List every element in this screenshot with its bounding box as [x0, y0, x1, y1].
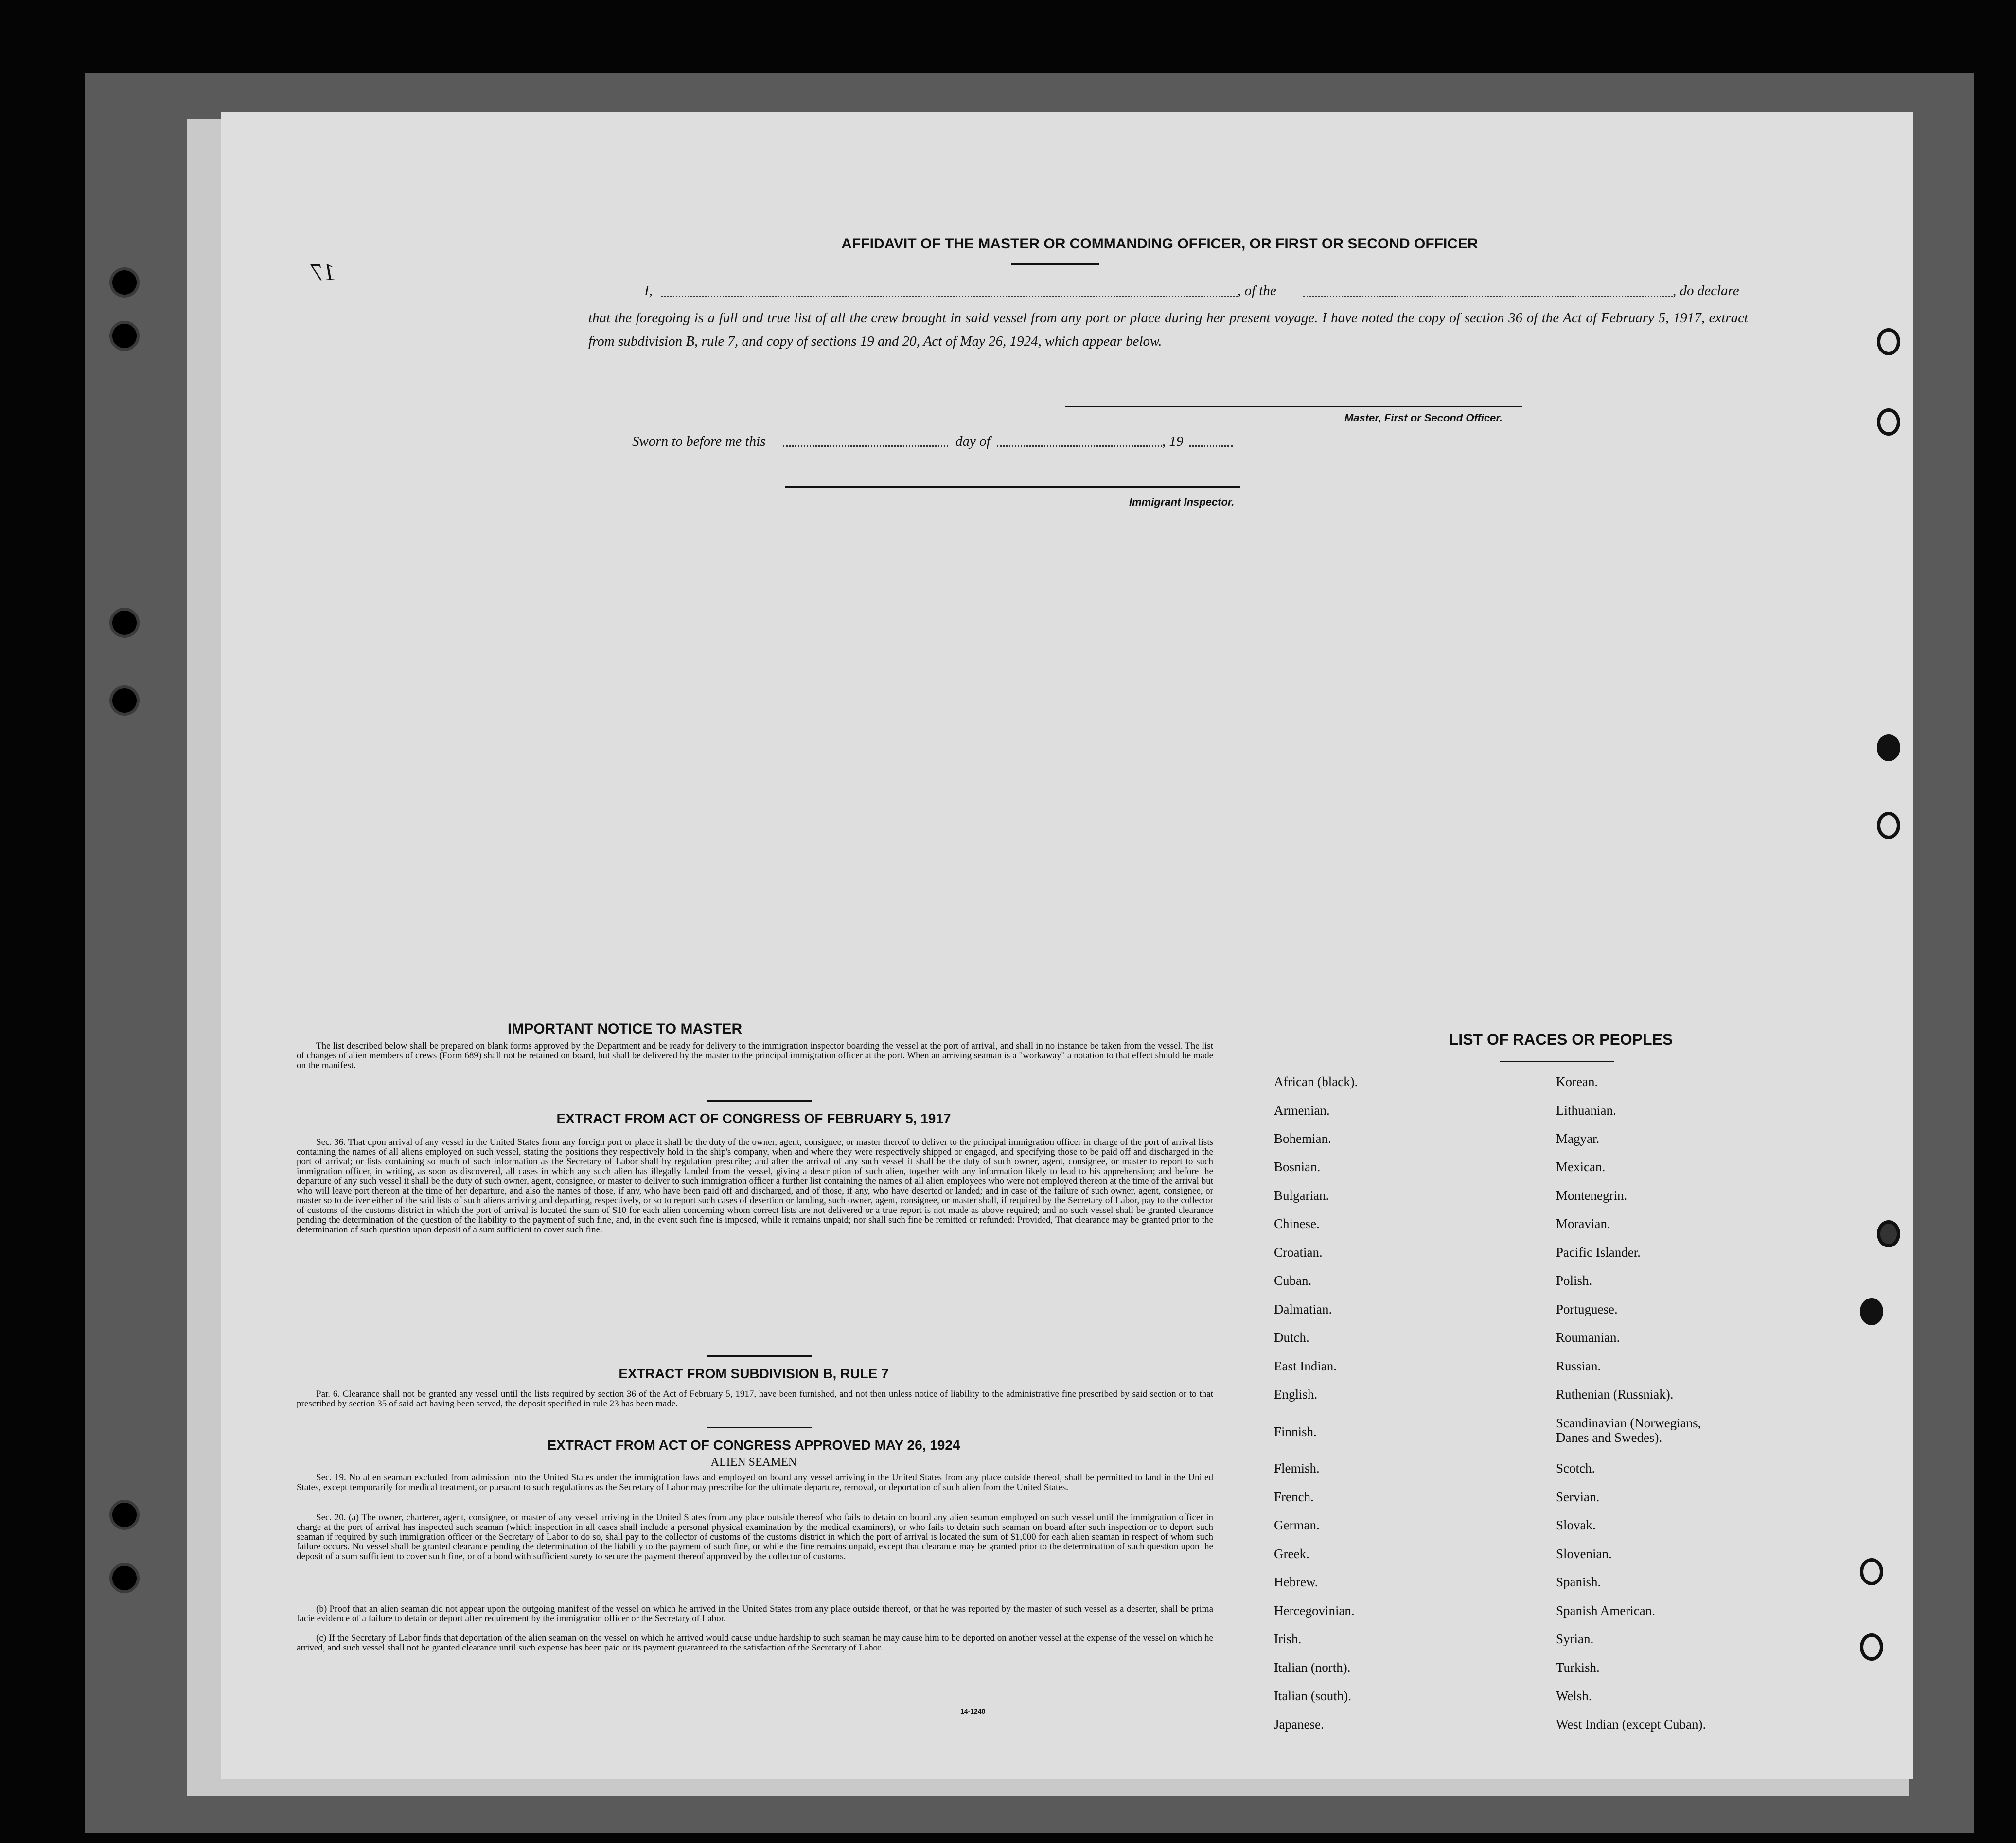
race-item: Flemish. [1274, 1461, 1320, 1475]
alien-seamen-subtitle: ALIEN SEAMEN [710, 1456, 797, 1469]
races-divider [1500, 1061, 1614, 1062]
punch-hole [1860, 1558, 1883, 1585]
race-item: Spanish American. [1556, 1603, 1655, 1618]
race-item: English. [1274, 1387, 1318, 1402]
punch-hole [1860, 1298, 1883, 1325]
sec19-text: Sec. 19. No alien seaman excluded from admission into the United States under the immigration laws and employed on board any vessel arriving in the United States from any place outside thereof, shall be permitted to land in the United States, except temporarily for medical treatment, or pursuant to such regulations as the Secretary of Labor may prescribe for the ultimate departure, removal, or deportation of such alien from the United States. [297, 1473, 1213, 1492]
sec20b-text: (b) Proof that an alien seaman did not appear upon the outgoing manifest of the vessel on which he arrived in the United States from any place outside thereof, or that he was reported by the master of such vessel as a deserter, shall be prima facie evidence of a failure to detain or deport after requirement by the immigration officer or the Secretary of Labor. [297, 1604, 1213, 1624]
race-item: Moravian. [1556, 1216, 1610, 1231]
race-item: Finnish. [1274, 1424, 1317, 1439]
punch-hole [1877, 328, 1900, 355]
master-signature-label: Master, First or Second Officer. [1344, 412, 1503, 424]
race-item: Spanish. [1556, 1575, 1601, 1589]
sworn-month-field[interactable] [997, 437, 1162, 447]
extract-1917-divider [707, 1355, 812, 1357]
race-item: Dalmatian. [1274, 1302, 1332, 1316]
notice-title: IMPORTANT NOTICE TO MASTER [507, 1021, 743, 1037]
sworn-day-field[interactable] [783, 437, 948, 447]
punch-hole [1877, 812, 1900, 839]
race-item: Bohemian. [1274, 1131, 1331, 1146]
race-item: African (black). [1274, 1074, 1358, 1089]
day-of-label: day of [955, 434, 990, 449]
race-item: Irish. [1274, 1632, 1302, 1646]
affidavit-of-label: , of the [1238, 283, 1276, 298]
binder-hole [109, 267, 140, 298]
race-item: Roumanian. [1556, 1330, 1620, 1345]
race-item: Polish. [1556, 1273, 1592, 1288]
race-item: Slovak. [1556, 1518, 1596, 1532]
race-item: Bosnian. [1274, 1159, 1321, 1174]
punch-hole [1860, 1633, 1883, 1661]
notice-text: The list described below shall be prepared on blank forms approved by the Department and be ready for delivery to the immigration inspector boarding the vessel at the port of arrival, and shall in no instance be taken from the vessel. The list of changes of alien members of crews (Form 689) shall not be retained on board, but shall be delivered by the master to the principal immigration officer at the port. When an arriving seaman is a "workaway" a notation to that effect should be made on the manifest. [297, 1041, 1213, 1071]
race-item: German. [1274, 1518, 1320, 1532]
races-title: LIST OF RACES OR PEOPLES [1449, 1031, 1673, 1048]
race-item: Bulgarian. [1274, 1188, 1329, 1203]
race-item: Pacific Islander. [1556, 1245, 1641, 1260]
race-item: East Indian. [1274, 1359, 1337, 1373]
sworn-label: Sworn to before me this [632, 434, 766, 449]
sworn-year-field[interactable] [1189, 437, 1233, 447]
inspector-signature-line[interactable] [785, 486, 1240, 488]
affidavit-body: that the foregoing is a full and true list of all the crew brought in said vessel from any port or place during her present voyage. I have noted the copy of section 36 of the Act of February 5, 1917, extract from subdivision B, rule 7, and copy of sections 19 and 20, Act of May 26, 1924, which appear below. [588, 310, 1748, 349]
race-item: Lithuanian. [1556, 1103, 1616, 1118]
race-item: Croatian. [1274, 1245, 1323, 1260]
crew-list-form [221, 112, 1913, 1779]
master-signature-line[interactable] [1065, 406, 1522, 407]
title-divider [1011, 263, 1099, 265]
binder-hole [109, 685, 140, 716]
binder-hole [109, 1563, 140, 1593]
race-item: Montenegrin. [1556, 1188, 1627, 1203]
extract-1917-title: EXTRACT FROM ACT OF CONGRESS OF FEBRUARY 5, 1917 [556, 1111, 951, 1126]
race-item: Italian (south). [1274, 1688, 1351, 1703]
race-item: Turkish. [1556, 1660, 1600, 1675]
affidavit-declare-label: , do declare [1673, 283, 1739, 298]
rule7-title: EXTRACT FROM SUBDIVISION B, RULE 7 [619, 1366, 889, 1381]
race-item: Armenian. [1274, 1103, 1330, 1118]
inspector-signature-label: Immigrant Inspector. [1129, 496, 1235, 508]
race-item: Cuban. [1274, 1273, 1312, 1288]
race-item: Chinese. [1274, 1216, 1320, 1231]
year-label: , 19 [1162, 434, 1184, 449]
binder-hole [109, 321, 140, 351]
race-item: Greek. [1274, 1546, 1309, 1561]
race-item: Japanese. [1274, 1717, 1324, 1732]
binder-hole [109, 1500, 140, 1530]
rule7-divider [707, 1427, 812, 1428]
binder-hole [109, 608, 140, 638]
notice-divider [707, 1100, 812, 1102]
margin-mark: 17 [311, 258, 336, 285]
affidavit-title: AFFIDAVIT OF THE MASTER OR COMMANDING OFFICER, OR FIRST OR SECOND OFFICER [841, 236, 1478, 252]
punch-hole [1877, 1220, 1900, 1247]
race-item: French. [1274, 1490, 1314, 1504]
race-item: Italian (north). [1274, 1660, 1351, 1675]
vessel-field[interactable] [1303, 287, 1673, 297]
race-item: Korean. [1556, 1074, 1598, 1089]
race-item: Scandinavian (Norwegians, Danes and Swedes). [1556, 1416, 1701, 1445]
race-item: Russian. [1556, 1359, 1601, 1373]
extract-1917-text: Sec. 36. That upon arrival of any vessel in the United States from any foreign port or place it shall be the duty of the owner, agent, consignee, or master thereof to deliver to the principal immigration officer in charge of the port of arrival lists containing the names of all aliens employed on such vessel, stating the positions they respectively hold in the ship's company, when and where they were respectively shipped or engaged, and specifying those to be paid off and discharged in the port of arrival; or lists containing so much of such information as the Secretary of Labor shall by regulation prescribe; and after the arrival of any such vessel it shall be the duty of such owner, agent, consignee, or master to report to such immigration officer, in writing, as soon as discovered, all cases in which any such alien has illegally landed from the vessel, giving a description of such alien, together with any information likely to lead to his apprehension; and before the departure of any such vessel it shall be the duty of such owner, agent, consignee, or master to deliver to such immigration officer a further list containing the names of all alien employees who were not employed thereon at the time of the arrival but who will leave port thereon at the time of her departure, and also the names of those, if any, who have been paid off and discharged, and of those, if any, who have deserted or landed; and in case of the failure of such owner, agent, consignee, or master so to deliver either of the said lists of such aliens arriving and departing, respectively, or so to report such cases of desertion or landing, such owner, agent, consignee, or master shall, if required by the Secretary of Labor, pay to the collector of customs of the customs district in which the port of arrival is located the sum of $10 for each alien concerning whom correct lists are not delivered or a true report is not made as above required; and no such vessel shall be granted clearance pending the determination of the question of the liability to the payment of such fine, and, in the event such fine is imposed, while it remains unpaid; nor shall such fine be remitted or refunded: Provided, That clearance may be granted prior to the determination of such question upon deposit of a sum sufficient to cover such fine. [297, 1137, 1213, 1235]
rule7-text: Par. 6. Clearance shall not be granted any vessel until the lists required by section 36 of the Act of February 5, 1917, have been furnished, and not then unless notice of liability to the administrative fine prescribed by said section or to that prescribed by section 35 of said act having been served, the deposit specified in rule 23 has been made. [297, 1389, 1213, 1409]
punch-hole [1877, 408, 1900, 436]
race-item: Welsh. [1556, 1688, 1592, 1703]
race-item: Slovenian. [1556, 1546, 1612, 1561]
race-item: Ruthenian (Russniak). [1556, 1387, 1674, 1402]
race-item: Dutch. [1274, 1330, 1309, 1345]
name-field[interactable] [661, 287, 1238, 297]
extract-1924-title: EXTRACT FROM ACT OF CONGRESS APPROVED MAY 26, 1924 [547, 1438, 960, 1453]
race-item: Servian. [1556, 1490, 1600, 1504]
race-item: Portuguese. [1556, 1302, 1618, 1316]
race-item: Hercegovinian. [1274, 1603, 1355, 1618]
race-item: Scotch. [1556, 1461, 1595, 1475]
punch-hole [1877, 734, 1900, 761]
race-item: Mexican. [1556, 1159, 1606, 1174]
sec20a-text: Sec. 20. (a) The owner, charterer, agent, consignee, or master of any vessel arriving in the United States from any place outside thereof who fails to detain on board any alien seaman employed on such vessel until the immigration officer in charge at the port of arrival has inspected such seaman (which inspection in all cases shall include a personal physical examination by the medical examiners), or who fails to detain such seaman on board after such inspection or to deport such seaman if required by such immigration officer or the Secretary of Labor to do so, shall pay to the collector of customs of the customs district in which the port of arrival is located the sum of $1,000 for each alien seaman in respect of whom such failure occurs. No vessel shall be granted clearance pending the determination of the liability to the payment of such fine, or while the fine remains unpaid, except that clearance may be granted prior to the determination of such question upon the deposit of a sum sufficient to cover such fine, or of a bond with sufficient surety to secure the payment thereof approved by the collector of customs. [297, 1512, 1213, 1562]
affidavit-i-label: I, [644, 283, 653, 298]
race-item: Syrian. [1556, 1632, 1594, 1646]
sec20c-text: (c) If the Secretary of Labor finds that deportation of the alien seaman on the vessel on which he arrived would cause undue hardship to such seaman he may cause him to be deported on another vessel at the expense of the vessel on which he arrived, and such vessel shall not be granted clearance until such expense has been paid or its payment guaranteed to the satisfaction of the Secretary of Labor. [297, 1633, 1213, 1653]
race-item: Hebrew. [1274, 1575, 1318, 1589]
race-item: Magyar. [1556, 1131, 1600, 1146]
race-item: West Indian (except Cuban). [1556, 1717, 1706, 1732]
form-number: 14-1240 [960, 1707, 986, 1715]
